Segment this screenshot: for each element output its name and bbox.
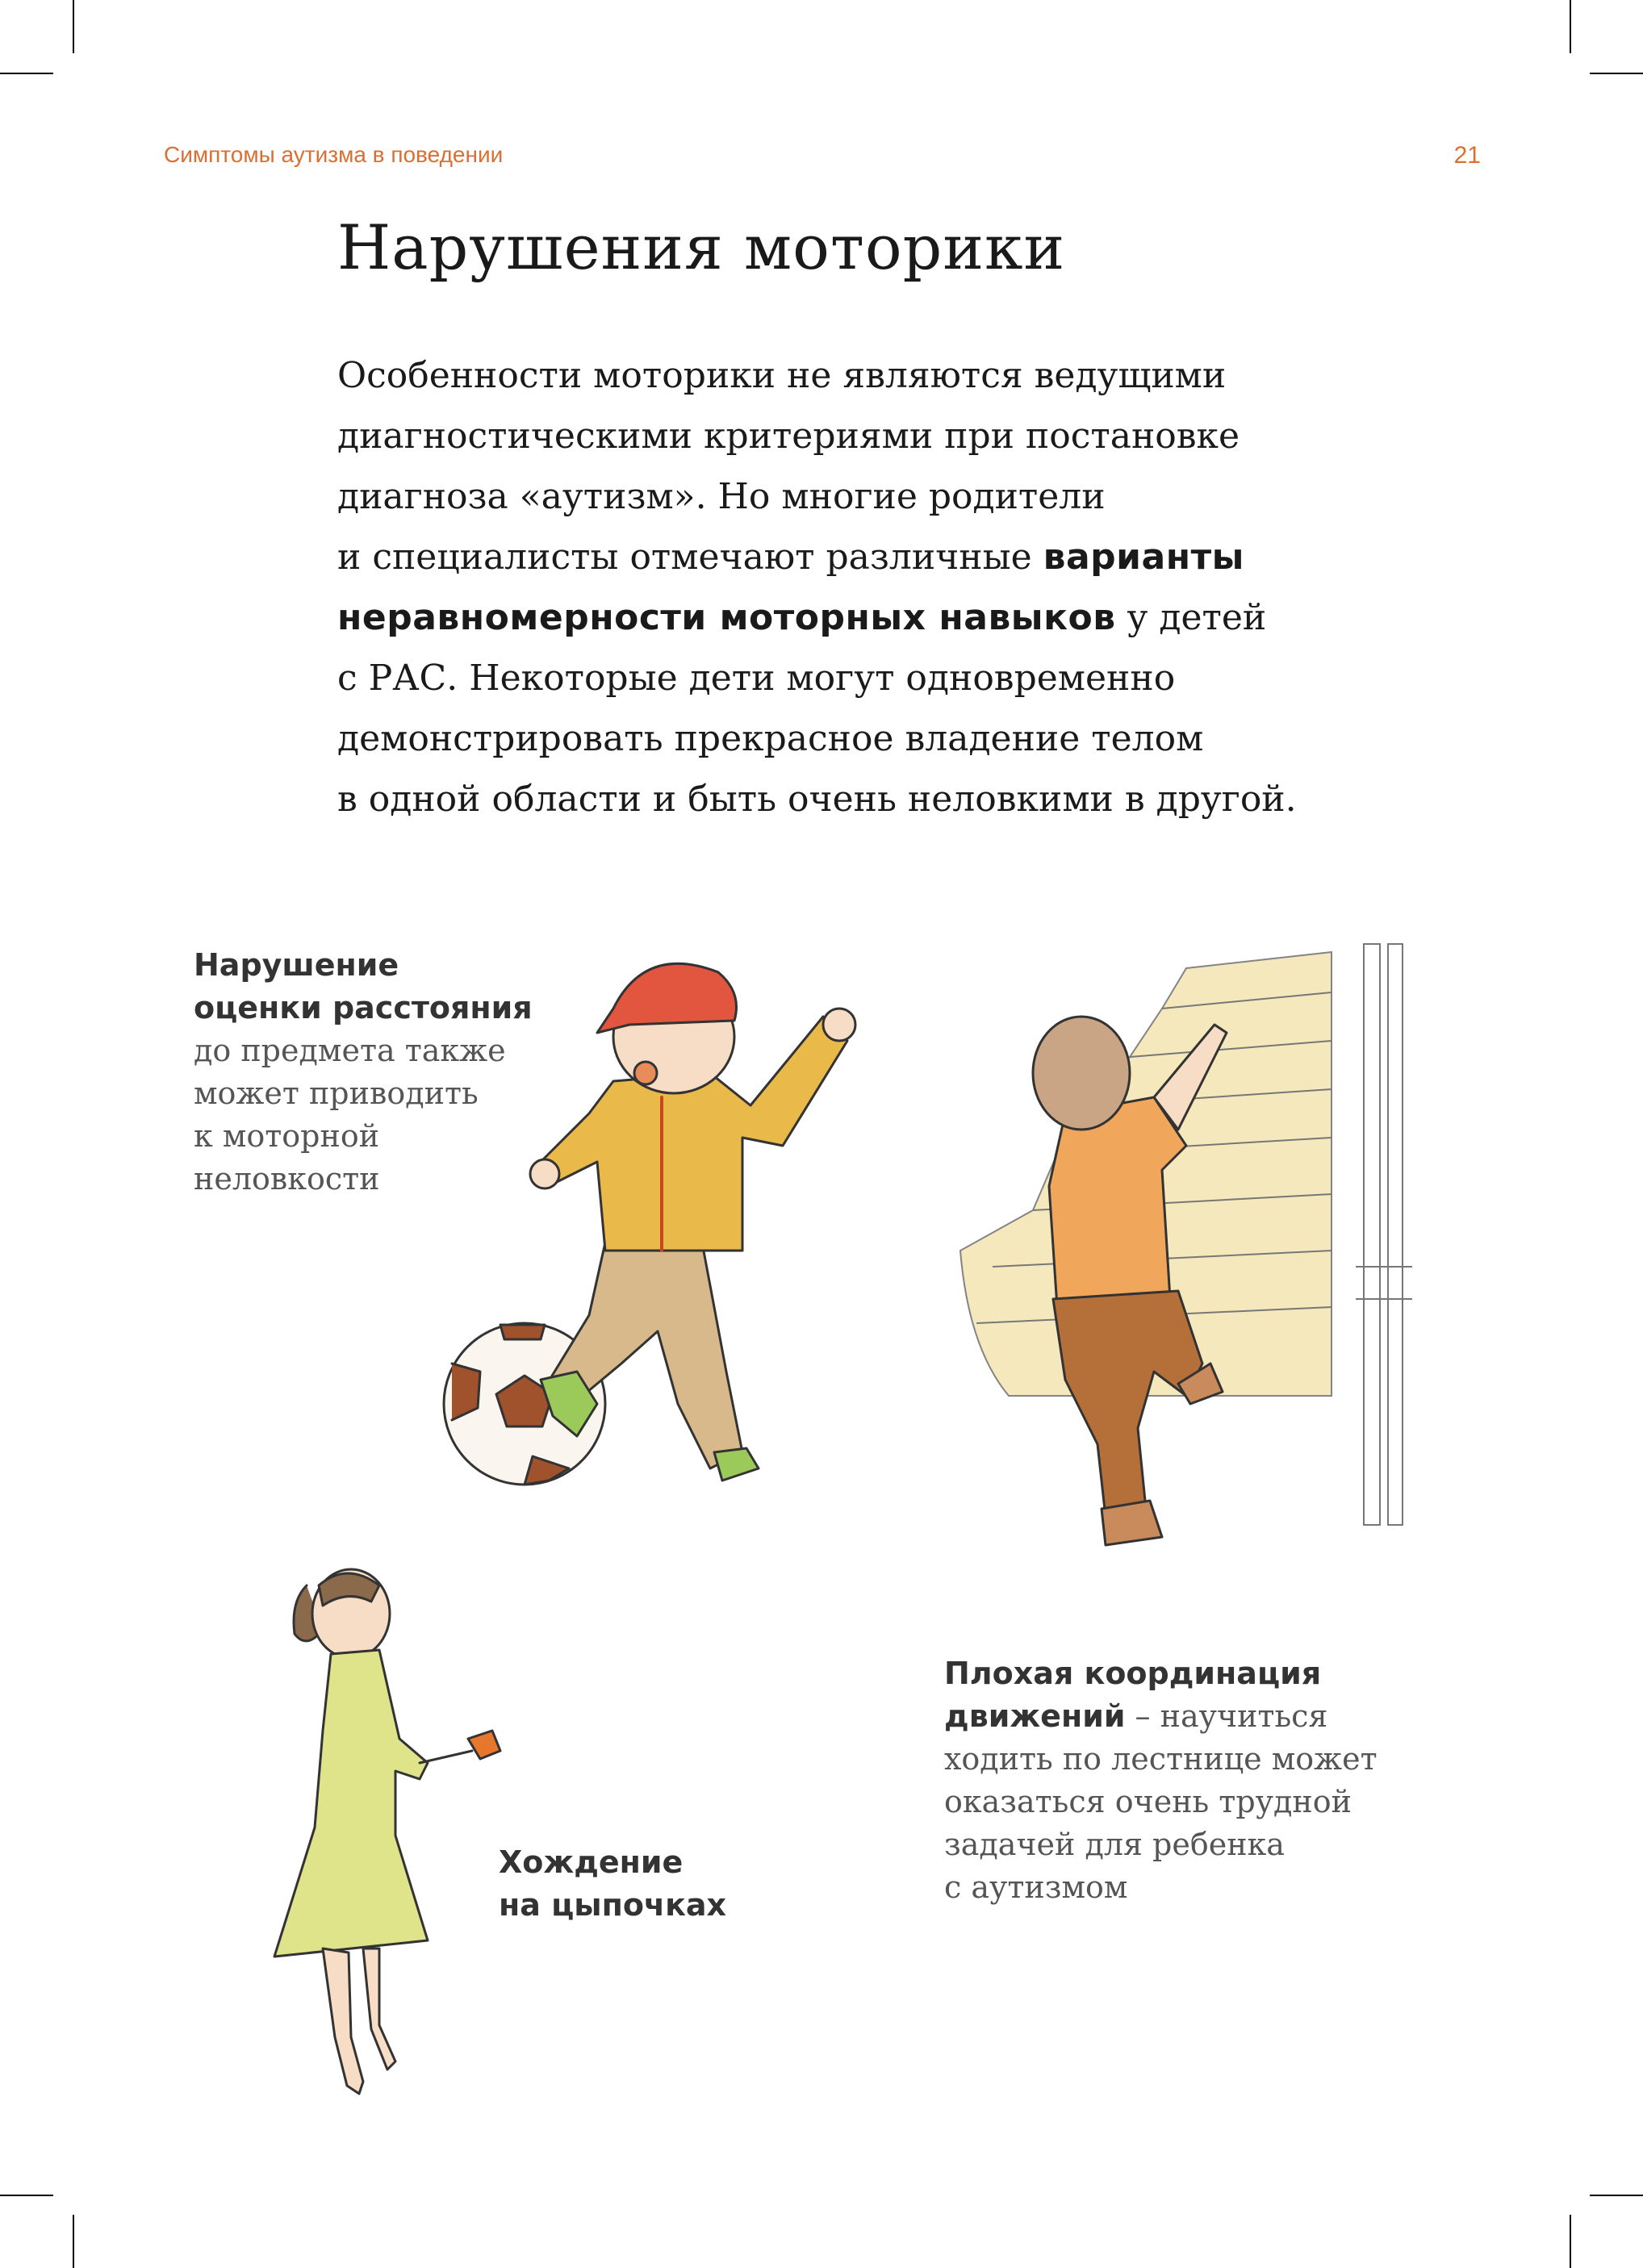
crop-mark [0, 73, 53, 74]
crop-mark [1590, 73, 1643, 74]
caption-line: на цыпочках [499, 1887, 727, 1923]
red-cap [597, 963, 737, 1033]
caption-heading: Нарушение [194, 947, 399, 983]
caption-coordination [944, 1652, 1378, 1909]
intro-paragraph [337, 345, 1419, 829]
toddler-kicking-ball-illustration [403, 952, 823, 1501]
caption-line: оказаться очень трудной [944, 1784, 1352, 1819]
intro-text: и специалисты отмечают различные [337, 537, 1043, 578]
toddler-climbing-stairs-illustration [944, 944, 1420, 1565]
crop-mark [1590, 2195, 1643, 2196]
intro-line: Особенности моторики не являются ведущими [337, 355, 1227, 396]
intro-emphasis: неравномерности моторных навыков [337, 597, 1116, 638]
caption-text: – научиться [1125, 1698, 1328, 1734]
intro-line: диагноза «аутизм». Но многие родители [337, 476, 1106, 517]
intro-emphasis: варианты [1043, 537, 1244, 578]
caption-line: ходить по лестнице может [944, 1741, 1378, 1777]
caption-heading: Плохая координация [944, 1656, 1322, 1691]
crop-mark [1570, 0, 1571, 53]
caption-line: до предмета также [194, 1033, 506, 1068]
intro-text: у детей [1115, 597, 1267, 638]
caption-line: задачей для ребенка [944, 1827, 1285, 1862]
intro-line: диагностическими критериями при постановке [337, 416, 1240, 457]
caption-line [944, 1652, 1378, 1695]
intro-line: в одной области и быть очень неловкими в другой. [337, 779, 1297, 820]
running-head: Симптомы аутизма в поведении [164, 142, 504, 167]
caption-line: с аутизмом [944, 1869, 1128, 1905]
caption-heading: движений [944, 1698, 1126, 1734]
intro-line [337, 527, 1419, 587]
caption-line: к моторной [194, 1118, 380, 1154]
crop-mark [73, 2215, 74, 2268]
page-title: Нарушения моторики [337, 211, 1066, 283]
caption-line [944, 1695, 1378, 1738]
caption-heading: оценки расстояния [194, 990, 533, 1025]
crop-mark [0, 2195, 53, 2196]
caption-tiptoe [499, 1841, 726, 1927]
girl-tiptoe-illustration [258, 1553, 516, 2118]
crop-mark [73, 0, 74, 53]
crop-mark [1570, 2215, 1571, 2268]
caption-line: Хождение [499, 1844, 684, 1880]
page-number: 21 [1453, 142, 1481, 169]
staircase [960, 944, 1412, 1525]
intro-line: демонстрировать прекрасное владение телом [337, 718, 1204, 759]
caption-line: неловкости [194, 1161, 380, 1197]
intro-line: с РАС. Некоторые дети могут одновременно [337, 658, 1176, 699]
caption-line: может приводить [194, 1076, 479, 1111]
intro-line [337, 587, 1419, 648]
